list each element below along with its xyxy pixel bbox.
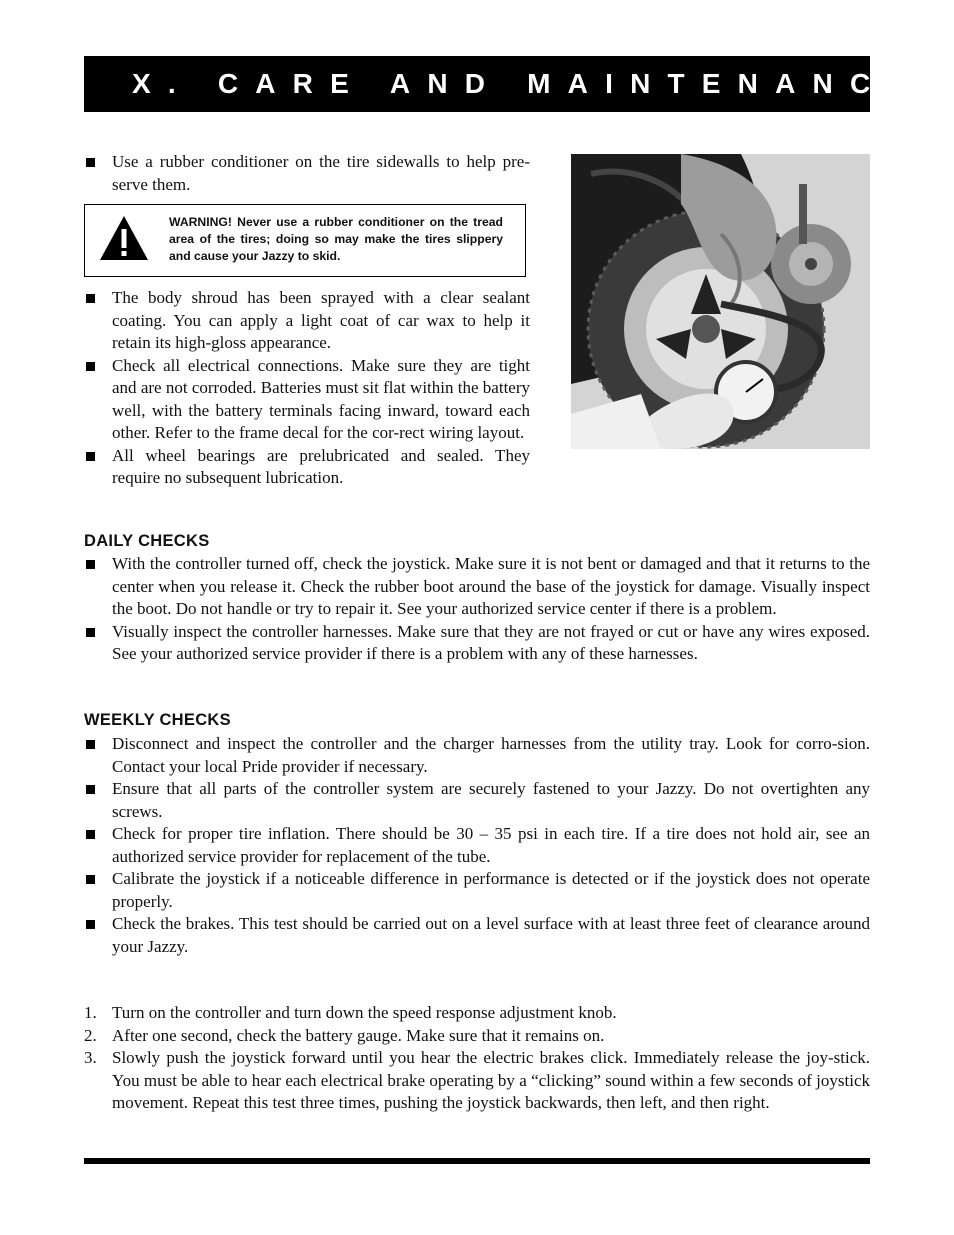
list-item: Check all electrical connections. Make sure they are tight and are not corroded. Batteries must sit flat within the battery well, with the battery terminals facing inward, toward each other. Refer to the frame decal for the cor-rect wiring layout. <box>84 355 530 445</box>
bullet-square-icon <box>86 158 95 167</box>
top-bullets-a <box>84 151 530 196</box>
top-bullets-b <box>84 287 530 490</box>
footer-rule <box>84 1158 870 1164</box>
weekly-checks-heading: WEEKLY CHECKS <box>84 711 231 729</box>
weekly-checks-list <box>84 733 870 958</box>
daily-checks-heading: DAILY CHECKS <box>84 532 210 550</box>
list-item: Disconnect and inspect the controller and the charger harnesses from the utility tray. Look for corro-sion. Contact your local Pride provider if necessary. <box>84 733 870 778</box>
list-item: Ensure that all parts of the controller system are securely fastened to your Jazzy. Do not overtighten any screws. <box>84 778 870 823</box>
bullet-square-icon <box>86 740 95 749</box>
list-item: 1. Turn on the controller and turn down the speed response adjustment knob. <box>84 1003 617 1022</box>
bullet-square-icon <box>86 830 95 839</box>
list-item: 3. Slowly push the joystick forward until you hear the electric brakes click. Immediately release the joy-stick. You must be able to hear each electrical brake operating by a “clicking” sound within a few seconds of joystick movement. Repeat this test three times, pushing the joystick backwards, then left, and then right. <box>84 1048 870 1112</box>
brake-test-steps <box>84 1002 870 1115</box>
tire-pressure-photo <box>571 154 870 449</box>
list-item: The body shroud has been sprayed with a clear sealant coating. You can apply a light coat of car wax to help it retain its high-gloss appearance. <box>84 287 530 355</box>
warning-text: WARNING! Never use a rubber conditioner on the tread area of the tires; doing so may make the tires slippery and cause your Jazzy to skid. <box>169 215 503 263</box>
list-item: 2. After one second, check the battery gauge. Make sure that it remains on. <box>84 1025 605 1045</box>
bullet-square-icon <box>86 362 95 371</box>
bullet-square-icon <box>86 452 95 461</box>
list-item: Check the brakes. This test should be carried out on a level surface with at least three feet of clearance around your Jazzy. <box>84 913 870 958</box>
list-item: Use a rubber conditioner on the tire sidewalls to help pre-serve them. <box>84 151 530 196</box>
list-item: All wheel bearings are prelubricated and sealed. They require no subsequent lubrication. <box>84 445 530 490</box>
bullet-square-icon <box>86 920 95 929</box>
section-title: X. CARE AND MAINTENANCE <box>132 68 924 99</box>
warning-box <box>84 204 526 277</box>
list-item: Visually inspect the controller harnesses. Make sure that they are not frayed or cut or have any wires exposed. See your authorized service provider if there is a problem with any of these harnesses. <box>84 621 870 666</box>
list-item: Calibrate the joystick if a noticeable difference in performance is detected or if the joystick does not operate properly. <box>84 868 870 913</box>
list-item: Check for proper tire inflation. There should be 30 – 35 psi in each tire. If a tire does not hold air, see an authorized service provider for replacement of the tube. <box>84 823 870 868</box>
warning-triangle-icon <box>99 215 149 261</box>
bullet-square-icon <box>86 628 95 637</box>
daily-checks-list <box>84 553 870 666</box>
bullet-square-icon <box>86 560 95 569</box>
section-header-bar <box>84 56 924 112</box>
bullet-square-icon <box>86 875 95 884</box>
bullet-square-icon <box>86 785 95 794</box>
bullet-square-icon <box>86 294 95 303</box>
list-item: With the controller turned off, check the joystick. Make sure it is not bent or damaged and that it returns to the center when you release it. Check the rubber boot around the base of the joystick for damage. Visually inspect the boot. Do not handle or try to repair it. See your authorized service center if there is a problem. <box>84 553 870 621</box>
